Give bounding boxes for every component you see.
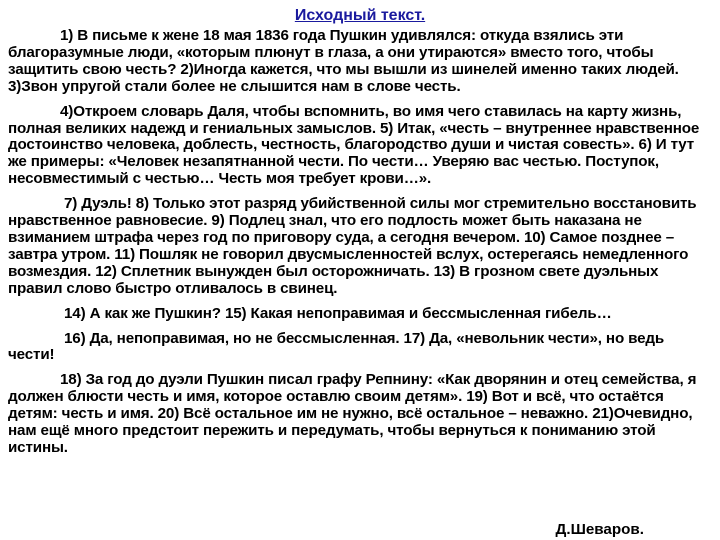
paragraph-6: 18) За год до дуэли Пушкин писал графу Репнину: «Как дворянин и отец семейства, я должен блюсти честь и имя, которое оставлю своим детям». 19) Вот и всё, что остаётся детям: честь и имя. 20) Всё остальное им не нужно, всё остальное – неважно. 21)Очевидно, нам ещё много предстоит пережить и передумать, чтобы вернуться к пониманию этой истины.: [8, 371, 697, 456]
paragraph-3: 7) Дуэль! 8) Только этот разряд убийственной силы мог стремительно восстановить нравственное равновесие. 9) Подлец знал, что его подлость может быть наказана не взиманием штрафа через год по приговору суда, а сегодня вечером. 10) Самое позднее – завтра утром. 11) Пошляк не говорил двусмысленностей вслух, остерегаясь немедленного возмездия. 12) Сплетник вынужден был осторожничать. 13) В грозном свете дуэльных правил слово быстро отливалось в свинец.: [8, 195, 697, 297]
paragraph-5: 16) Да, непоправимая, но не бессмысленная. 17) Да, «невольник чести», но ведь чести!: [8, 329, 665, 364]
document-title: Исходный текст.: [294, 7, 426, 24]
paragraph-1: 1) В письме к жене 18 мая 1836 года Пушкин удивлялся: откуда взялись эти благоразумные люди, «которым плюнут в глаза, а они утираются» вместо того, чтобы защитить свою честь? 2)Иногда кажется, что мы вышли из шинелей именно таких людей. 3)Звон упругой стали более не слышится нам в слове честь.: [8, 27, 679, 95]
author-signature: Д.Шеваров.: [555, 521, 644, 538]
paragraph-4: 14) А как же Пушкин? 15) Какая непоправимая и бессмысленная гибель…: [64, 304, 612, 322]
document-body: [8, 28, 714, 465]
paragraph-2: 4)Откроем словарь Даля, чтобы вспомнить, во имя чего ставилась на карту жизнь, полная великих надежд и гениальных замыслов. 5) Итак, «честь – внутреннее нравственное достоинство человека, доблесть, честность, благородство души и чистая совесть». 6) И тут же примеры: «Человек незапятнанной чести. По чести… Уверяю вас честью. Поступок, несовместимый с честью… Честь моя требует крови…».: [8, 102, 700, 188]
